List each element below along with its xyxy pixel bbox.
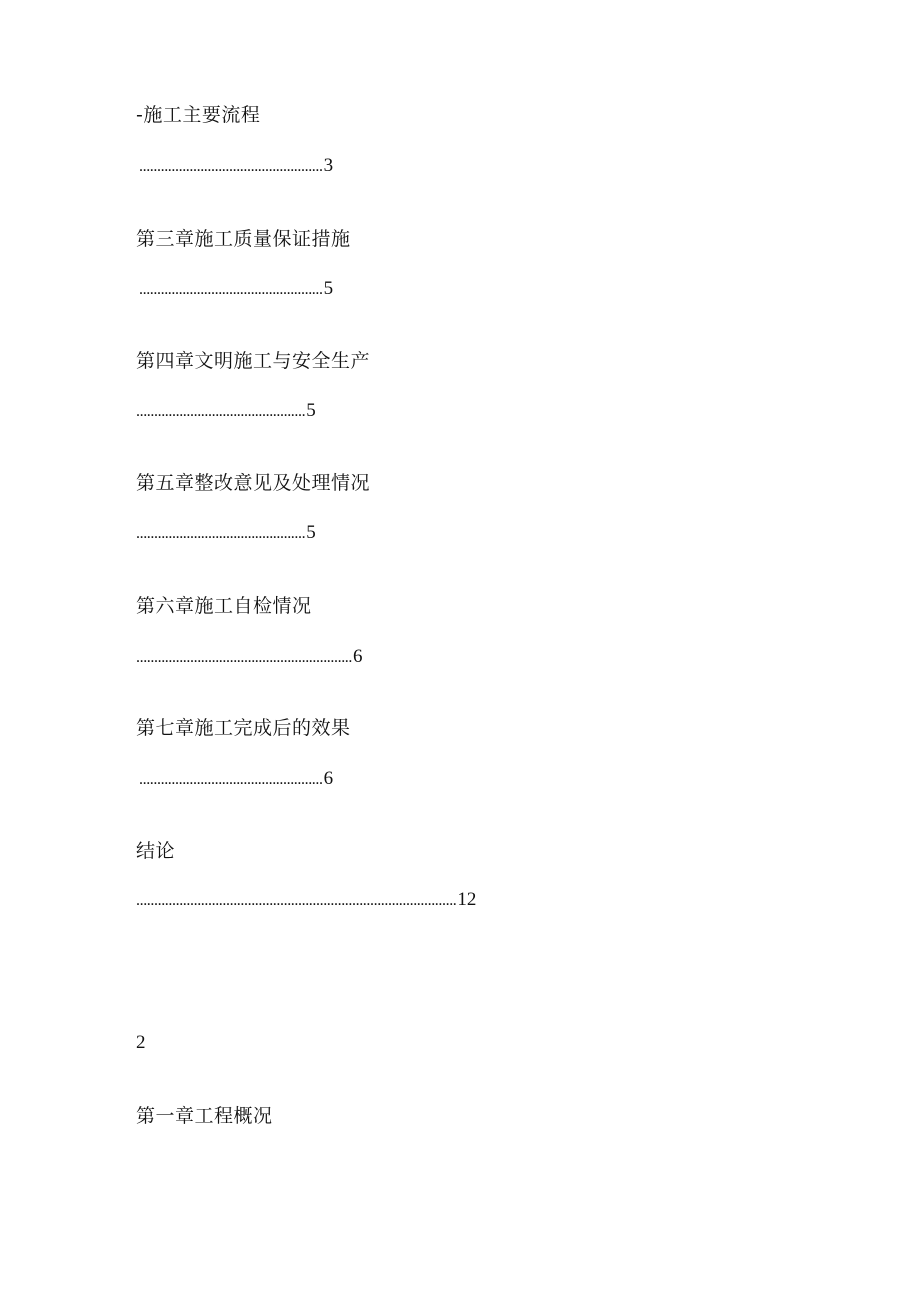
toc-entry-title: 结论 [136, 840, 176, 862]
chapter-heading: 第一章工程概况 [136, 1105, 273, 1127]
toc-entry-leader [136, 520, 316, 547]
toc-entry-title: 第五章整改意见及处理情况 [136, 472, 371, 494]
leader-dots: ............................................... [136, 525, 306, 542]
leader-dots: ................................................... [139, 771, 323, 788]
toc-page-number: 6 [323, 768, 334, 789]
toc-page-number: 5 [306, 522, 316, 543]
toc-entry-leader [136, 398, 316, 425]
toc-page-number: 3 [323, 155, 334, 176]
leader-dots: ................................................... [139, 281, 323, 298]
leader-dots: ............................................................ [136, 649, 353, 666]
page-number: 2 [136, 1032, 146, 1053]
toc-page-number: 6 [353, 646, 363, 667]
toc-page-number: 12 [457, 889, 477, 910]
leader-dots: ......................................................................................... [136, 892, 457, 909]
toc-entry-title: 第七章施工完成后的效果 [136, 717, 351, 739]
toc-entry-leader [139, 153, 333, 180]
toc-entry-title: 第三章施工质量保证措施 [136, 228, 351, 250]
toc-entry-leader [139, 276, 333, 303]
toc-page-number: 5 [306, 400, 316, 421]
toc-entry-title: 第四章文明施工与安全生产 [136, 350, 371, 372]
toc-page-number: 5 [323, 278, 334, 299]
toc-entry-leader [136, 644, 363, 671]
toc-entry-leader [136, 887, 476, 914]
toc-entry-title: 第六章施工自检情况 [136, 595, 312, 617]
toc-entry-title: -施工主要流程 [136, 104, 261, 126]
leader-dots: ................................................... [139, 158, 323, 175]
leader-dots: ............................................... [136, 403, 306, 420]
toc-entry-leader [139, 766, 333, 793]
